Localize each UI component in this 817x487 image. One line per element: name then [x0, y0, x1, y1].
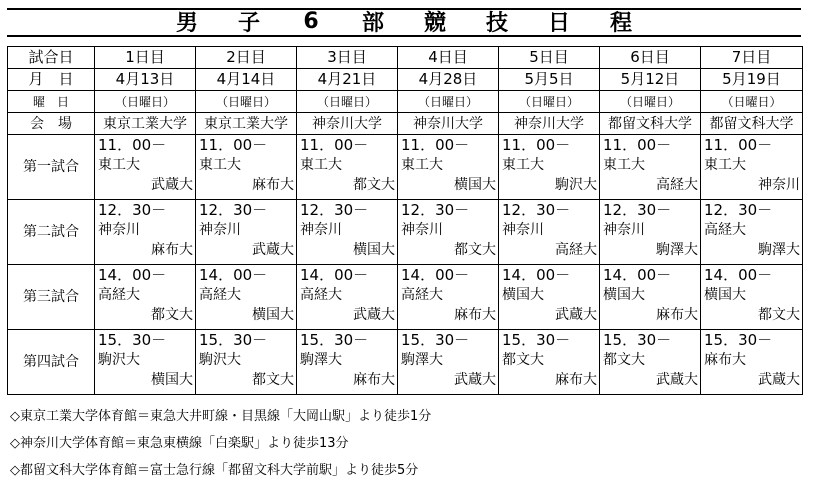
game-time: 11．00－: [300, 136, 369, 154]
away-team: 武蔵大: [758, 372, 800, 388]
game-cell: [196, 330, 297, 395]
game-label: 第三試合: [8, 265, 95, 330]
title-char: 技: [485, 11, 508, 36]
game-time: 12．30－: [300, 201, 369, 219]
home-team: 高経大: [300, 287, 342, 303]
venue-note-kanagawa: ◇神奈川大学体育館＝東急東横線「白楽駅」より徒歩13分: [10, 436, 349, 451]
match-day-cell: 4日目: [398, 47, 499, 69]
game-time: 12．30－: [98, 201, 167, 219]
venue-cell: 東京工業大学: [95, 113, 196, 135]
away-team: 都文大: [758, 307, 800, 323]
home-team: 東工大: [401, 157, 443, 173]
away-team: 武蔵大: [555, 307, 597, 323]
away-team: 武蔵大: [353, 307, 395, 323]
home-team: 東工大: [98, 157, 140, 173]
home-team: 東工大: [502, 157, 544, 173]
away-team: 武蔵大: [252, 242, 294, 258]
home-team: 高経大: [704, 222, 746, 238]
home-team: 駒沢大: [199, 352, 241, 368]
row-label: 会 場: [8, 113, 95, 135]
game-time: 14．00－: [401, 266, 470, 284]
away-team: 麻布大: [555, 372, 597, 388]
game-row: [8, 330, 803, 395]
game-cell: [499, 265, 600, 330]
away-team: 横国大: [252, 307, 294, 323]
venue-cell: 東京工業大学: [196, 113, 297, 135]
title-rule-bottom: [7, 35, 801, 37]
weekday-cell: （日曜日）: [95, 91, 196, 113]
home-team: 神奈川: [401, 222, 443, 238]
title-char: 部: [361, 11, 384, 36]
home-team: 都文大: [502, 352, 544, 368]
date-row: [8, 69, 803, 91]
game-time: 12．30－: [401, 201, 470, 219]
game-time: 12．30－: [704, 201, 773, 219]
game-time: 11．00－: [98, 136, 167, 154]
away-team: 神奈川: [758, 177, 800, 193]
home-team: 駒澤大: [300, 352, 342, 368]
game-time: 11．00－: [401, 136, 470, 154]
game-time: 15．30－: [704, 331, 773, 349]
venue-cell: 都留文科大学: [701, 113, 803, 135]
title-char: 日: [547, 11, 570, 36]
game-time: 14．00－: [98, 266, 167, 284]
home-team: 高経大: [199, 287, 241, 303]
game-cell: [398, 330, 499, 395]
game-time: 11．00－: [502, 136, 571, 154]
game-cell: [600, 265, 701, 330]
date-cell: 4月13日: [95, 69, 196, 91]
game-cell: [600, 135, 701, 200]
game-time: 15．30－: [502, 331, 571, 349]
home-team: 高経大: [401, 287, 443, 303]
away-team: 麻布大: [252, 177, 294, 193]
away-team: 麻布大: [353, 372, 395, 388]
title-char: 競: [423, 11, 446, 36]
date-cell: 4月28日: [398, 69, 499, 91]
game-time: 11．00－: [603, 136, 672, 154]
away-team: 横国大: [151, 372, 193, 388]
game-cell: [95, 330, 196, 395]
match-day-cell: 5日目: [499, 47, 600, 69]
away-team: 武蔵大: [151, 177, 193, 193]
game-label: 第二試合: [8, 200, 95, 265]
game-time: 11．00－: [704, 136, 773, 154]
game-time: 15．30－: [199, 331, 268, 349]
game-cell: [499, 135, 600, 200]
away-team: 駒沢大: [555, 177, 597, 193]
title-char: 程: [609, 11, 632, 36]
away-team: 武蔵大: [454, 372, 496, 388]
away-team: 都文大: [252, 372, 294, 388]
game-time: 14．00－: [300, 266, 369, 284]
venue-row: [8, 113, 803, 135]
home-team: 駒澤大: [401, 352, 443, 368]
venue-cell: 都留文科大学: [600, 113, 701, 135]
home-team: 神奈川: [300, 222, 342, 238]
game-time: 14．00－: [502, 266, 571, 284]
venue-note-tokyo-tech: ◇東京工業大学体育館＝東急大井町線・目黒線「大岡山駅」より徒歩1分: [10, 409, 432, 424]
venue-cell: 神奈川大学: [499, 113, 600, 135]
game-cell: [701, 265, 803, 330]
away-team: 横国大: [353, 242, 395, 258]
game-time: 15．30－: [603, 331, 672, 349]
away-team: 麻布大: [454, 307, 496, 323]
game-cell: [600, 330, 701, 395]
home-team: 横国大: [603, 287, 645, 303]
game-cell: [701, 200, 803, 265]
game-time: 14．00－: [704, 266, 773, 284]
home-team: 神奈川: [502, 222, 544, 238]
date-cell: 5月19日: [701, 69, 803, 91]
home-team: 高経大: [98, 287, 140, 303]
home-team: 神奈川: [199, 222, 241, 238]
home-team: 神奈川: [98, 222, 140, 238]
match-day-cell: 2日目: [196, 47, 297, 69]
away-team: 横国大: [454, 177, 496, 193]
away-team: 都文大: [151, 307, 193, 323]
date-cell: 5月12日: [600, 69, 701, 91]
game-cell: [701, 135, 803, 200]
game-time: 15．30－: [98, 331, 167, 349]
game-cell: [297, 200, 398, 265]
game-label: 第四試合: [8, 330, 95, 395]
game-time: 11．00－: [199, 136, 268, 154]
away-team: 麻布大: [151, 242, 193, 258]
away-team: 駒澤大: [758, 242, 800, 258]
page-title: [7, 8, 801, 35]
weekday-cell: （日曜日）: [398, 91, 499, 113]
weekday-cell: （日曜日）: [297, 91, 398, 113]
away-team: 麻布大: [656, 307, 698, 323]
game-cell: [701, 330, 803, 395]
venue-note-tsuru: ◇都留文科大学体育館＝富士急行線「都留文科大学前駅」より徒歩5分: [10, 463, 419, 478]
home-team: 神奈川: [603, 222, 645, 238]
away-team: 武蔵大: [656, 372, 698, 388]
game-cell: [600, 200, 701, 265]
home-team: 東工大: [603, 157, 645, 173]
match-day-cell: 7日目: [701, 47, 803, 69]
game-cell: [297, 330, 398, 395]
weekday-row: [8, 91, 803, 113]
game-cell: [196, 135, 297, 200]
game-cell: [95, 265, 196, 330]
game-cell: [95, 200, 196, 265]
date-cell: 5月5日: [499, 69, 600, 91]
row-label: 月 日: [8, 69, 95, 91]
game-time: 14．00－: [603, 266, 672, 284]
date-cell: 4月14日: [196, 69, 297, 91]
game-cell: [196, 200, 297, 265]
match-day-cell: 6日目: [600, 47, 701, 69]
game-row: [8, 135, 803, 200]
game-cell: [499, 200, 600, 265]
home-team: 東工大: [199, 157, 241, 173]
home-team: 東工大: [704, 157, 746, 173]
weekday-cell: （日曜日）: [499, 91, 600, 113]
game-time: 14．00－: [199, 266, 268, 284]
match-day-cell: 3日目: [297, 47, 398, 69]
title-char: 6: [303, 9, 319, 34]
away-team: 都文大: [454, 242, 496, 258]
game-cell: [398, 200, 499, 265]
home-team: 麻布大: [704, 352, 746, 368]
match-day-row: [8, 47, 803, 69]
weekday-cell: （日曜日）: [701, 91, 803, 113]
game-row: [8, 265, 803, 330]
game-cell: [499, 330, 600, 395]
game-cell: [398, 135, 499, 200]
date-cell: 4月21日: [297, 69, 398, 91]
home-team: 駒沢大: [98, 352, 140, 368]
game-cell: [297, 265, 398, 330]
match-day-cell: 1日目: [95, 47, 196, 69]
game-time: 15．30－: [401, 331, 470, 349]
home-team: 都文大: [603, 352, 645, 368]
schedule-table: [7, 46, 803, 395]
game-label: 第一試合: [8, 135, 95, 200]
away-team: 高経大: [656, 177, 698, 193]
title-char: 男: [175, 11, 198, 36]
weekday-cell: （日曜日）: [196, 91, 297, 113]
game-time: 12．30－: [199, 201, 268, 219]
game-cell: [196, 265, 297, 330]
game-cell: [95, 135, 196, 200]
game-row: [8, 200, 803, 265]
row-label: 曜 日: [8, 91, 95, 113]
venue-cell: 神奈川大学: [398, 113, 499, 135]
game-time: 12．30－: [603, 201, 672, 219]
away-team: 駒澤大: [656, 242, 698, 258]
game-time: 12．30－: [502, 201, 571, 219]
weekday-cell: （日曜日）: [600, 91, 701, 113]
game-cell: [297, 135, 398, 200]
game-cell: [398, 265, 499, 330]
home-team: 東工大: [300, 157, 342, 173]
home-team: 横国大: [502, 287, 544, 303]
away-team: 高経大: [555, 242, 597, 258]
home-team: 横国大: [704, 287, 746, 303]
game-time: 15．30－: [300, 331, 369, 349]
away-team: 都文大: [353, 177, 395, 193]
venue-cell: 神奈川大学: [297, 113, 398, 135]
title-char: 子: [237, 11, 260, 36]
row-label: 試合日: [8, 47, 95, 69]
